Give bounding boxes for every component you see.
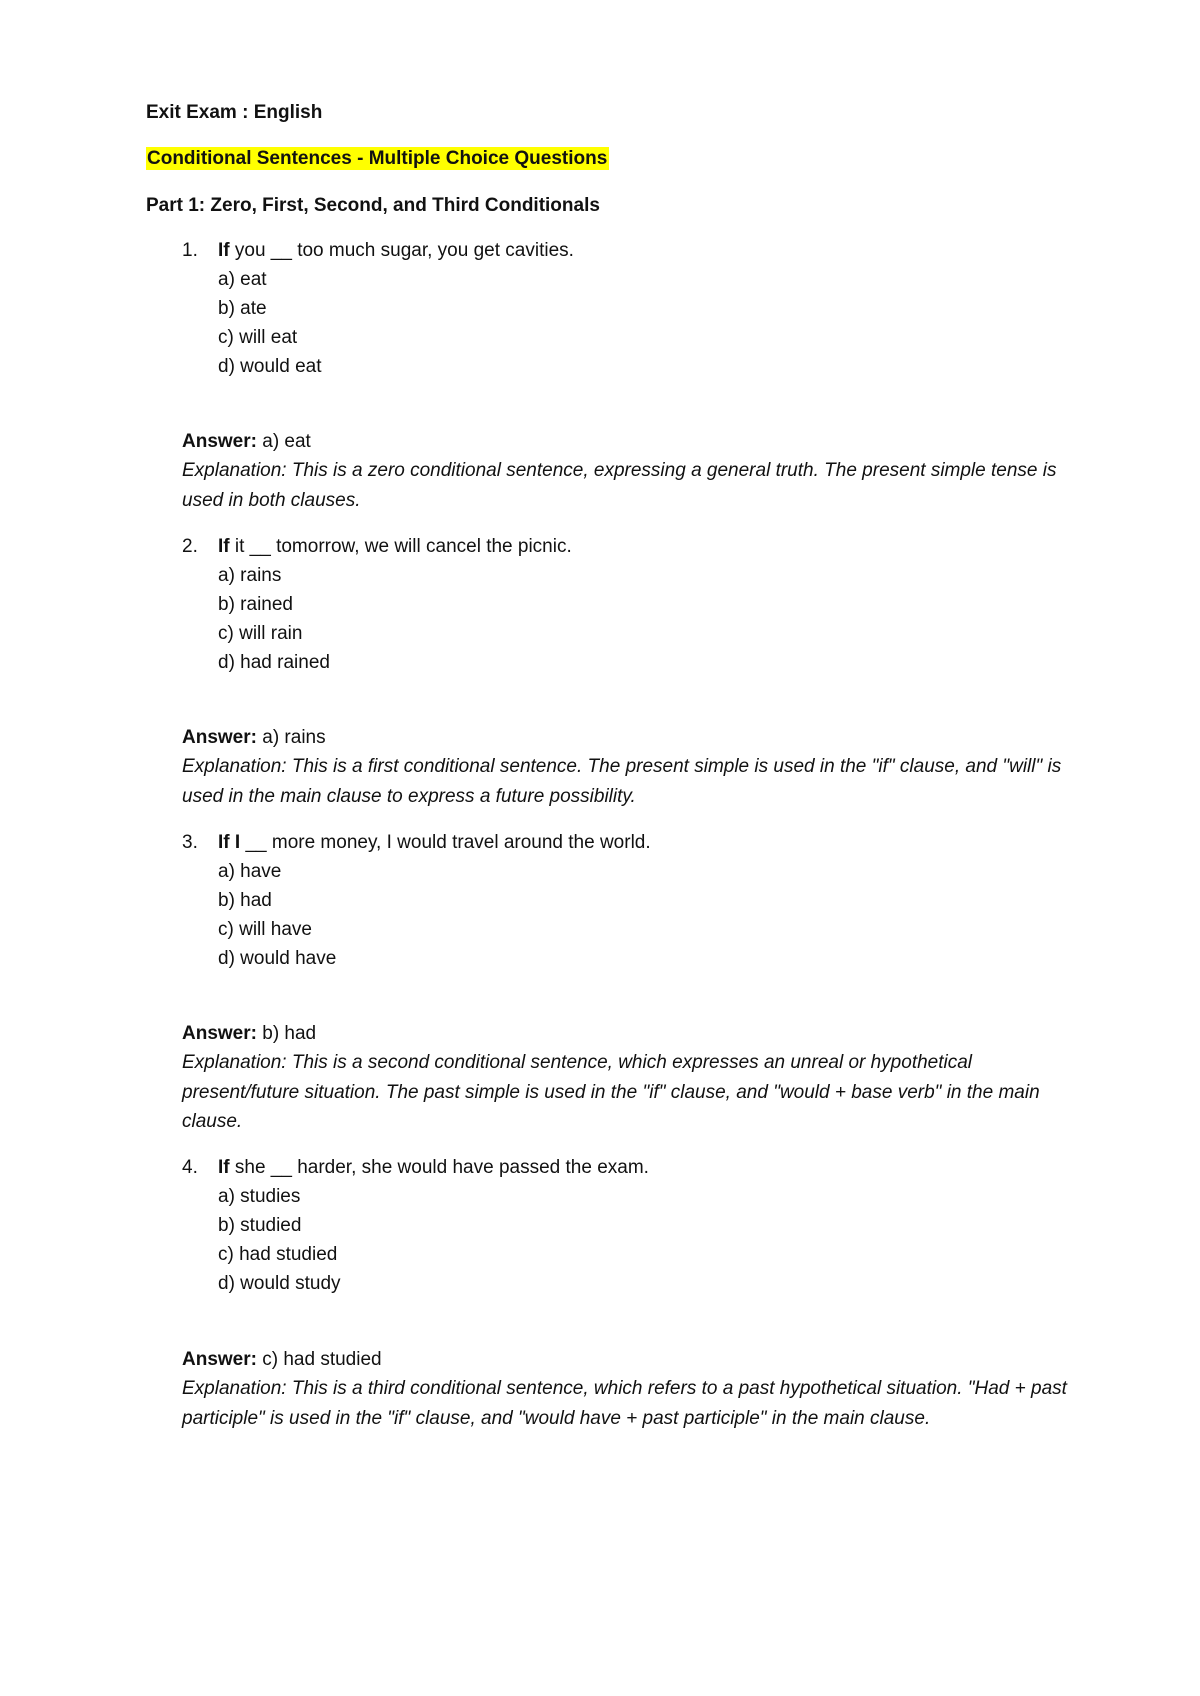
question-number: 2. bbox=[182, 536, 198, 557]
answer-value: b) had bbox=[256, 1023, 317, 1044]
answer-line bbox=[182, 723, 1082, 752]
option-c: c) had studied bbox=[218, 1244, 338, 1265]
answer-block-3 bbox=[182, 1019, 1082, 1137]
question-number: 1. bbox=[182, 240, 198, 261]
option-c: c) will rain bbox=[218, 623, 303, 644]
question-stem bbox=[146, 1153, 1086, 1182]
answer-block-1 bbox=[182, 427, 1082, 515]
option-a: a) studies bbox=[218, 1186, 301, 1207]
question-3 bbox=[146, 828, 1086, 973]
explanation-text: Explanation: This is a first conditional sentence. The present simple is used in the "if" clause, and "will" is used in the main clause to express a future possibility. bbox=[182, 756, 1062, 807]
explanation-text: Explanation: This is a third conditional sentence, which refers to a past hypothetical situation. "Had + past participle" is used in the "if" clause, and "would have + past participle" in the main clause. bbox=[182, 1378, 1067, 1429]
question-4 bbox=[146, 1153, 1086, 1298]
question-stem bbox=[146, 236, 1086, 265]
question-body: __ more money, I would travel around the world. bbox=[240, 832, 651, 853]
question-lead: If bbox=[218, 1157, 230, 1178]
option-c: c) will have bbox=[218, 919, 312, 940]
question-lead: If I bbox=[218, 832, 241, 853]
answer-block-4 bbox=[182, 1345, 1082, 1433]
option-a: a) rains bbox=[218, 565, 282, 586]
answer-line bbox=[182, 1019, 1082, 1048]
question-text bbox=[218, 828, 651, 857]
question-number: 4. bbox=[182, 1157, 198, 1178]
options-list bbox=[146, 1182, 1086, 1298]
option-d: d) had rained bbox=[218, 652, 330, 673]
answer-label: Answer: bbox=[182, 1023, 257, 1044]
question-text bbox=[218, 1153, 649, 1182]
explanation-text: Explanation: This is a second conditional sentence, which expresses an unreal or hypothetical present/future situation. The past simple is used in the "if" clause, and "would + base verb" in the main clause. bbox=[182, 1052, 1040, 1132]
answer-value: a) rains bbox=[256, 727, 326, 748]
question-body: she __ harder, she would have passed the exam. bbox=[229, 1157, 649, 1178]
section-title-highlight: Conditional Sentences - Multiple Choice Questions bbox=[147, 148, 608, 169]
part-title: Part 1: Zero, First, Second, and Third Conditionals bbox=[146, 195, 600, 216]
options-list bbox=[146, 857, 1086, 973]
question-text bbox=[218, 236, 574, 265]
question-1 bbox=[146, 236, 1086, 381]
answer-label: Answer: bbox=[182, 431, 257, 452]
question-lead: If bbox=[218, 536, 230, 557]
option-d: d) would study bbox=[218, 1273, 341, 1294]
option-b: b) ate bbox=[218, 298, 267, 319]
option-c: c) will eat bbox=[218, 327, 298, 348]
option-d: d) would have bbox=[218, 948, 337, 969]
option-b: b) rained bbox=[218, 594, 293, 615]
answer-label: Answer: bbox=[182, 1349, 257, 1370]
question-body: you __ too much sugar, you get cavities. bbox=[229, 240, 574, 261]
question-body: it __ tomorrow, we will cancel the picnic. bbox=[229, 536, 572, 557]
question-stem bbox=[146, 828, 1086, 857]
section-title bbox=[146, 147, 609, 171]
question-number: 3. bbox=[182, 832, 198, 853]
question-2 bbox=[146, 532, 1086, 677]
explanation-text: Explanation: This is a zero conditional sentence, expressing a general truth. The present simple tense is used in both clauses. bbox=[182, 460, 1057, 511]
question-text bbox=[218, 532, 572, 561]
answer-line bbox=[182, 427, 1082, 456]
option-d: d) would eat bbox=[218, 356, 322, 377]
answer-value: c) had studied bbox=[256, 1349, 382, 1370]
options-list bbox=[146, 561, 1086, 677]
answer-block-2 bbox=[182, 723, 1082, 811]
question-lead: If bbox=[218, 240, 230, 261]
option-b: b) had bbox=[218, 890, 272, 911]
option-a: a) have bbox=[218, 861, 282, 882]
option-a: a) eat bbox=[218, 269, 267, 290]
answer-line bbox=[182, 1345, 1082, 1374]
question-stem bbox=[146, 532, 1086, 561]
exam-title: Exit Exam : English bbox=[146, 102, 323, 123]
answer-label: Answer: bbox=[182, 727, 257, 748]
option-b: b) studied bbox=[218, 1215, 302, 1236]
options-list bbox=[146, 265, 1086, 381]
answer-value: a) eat bbox=[256, 431, 311, 452]
